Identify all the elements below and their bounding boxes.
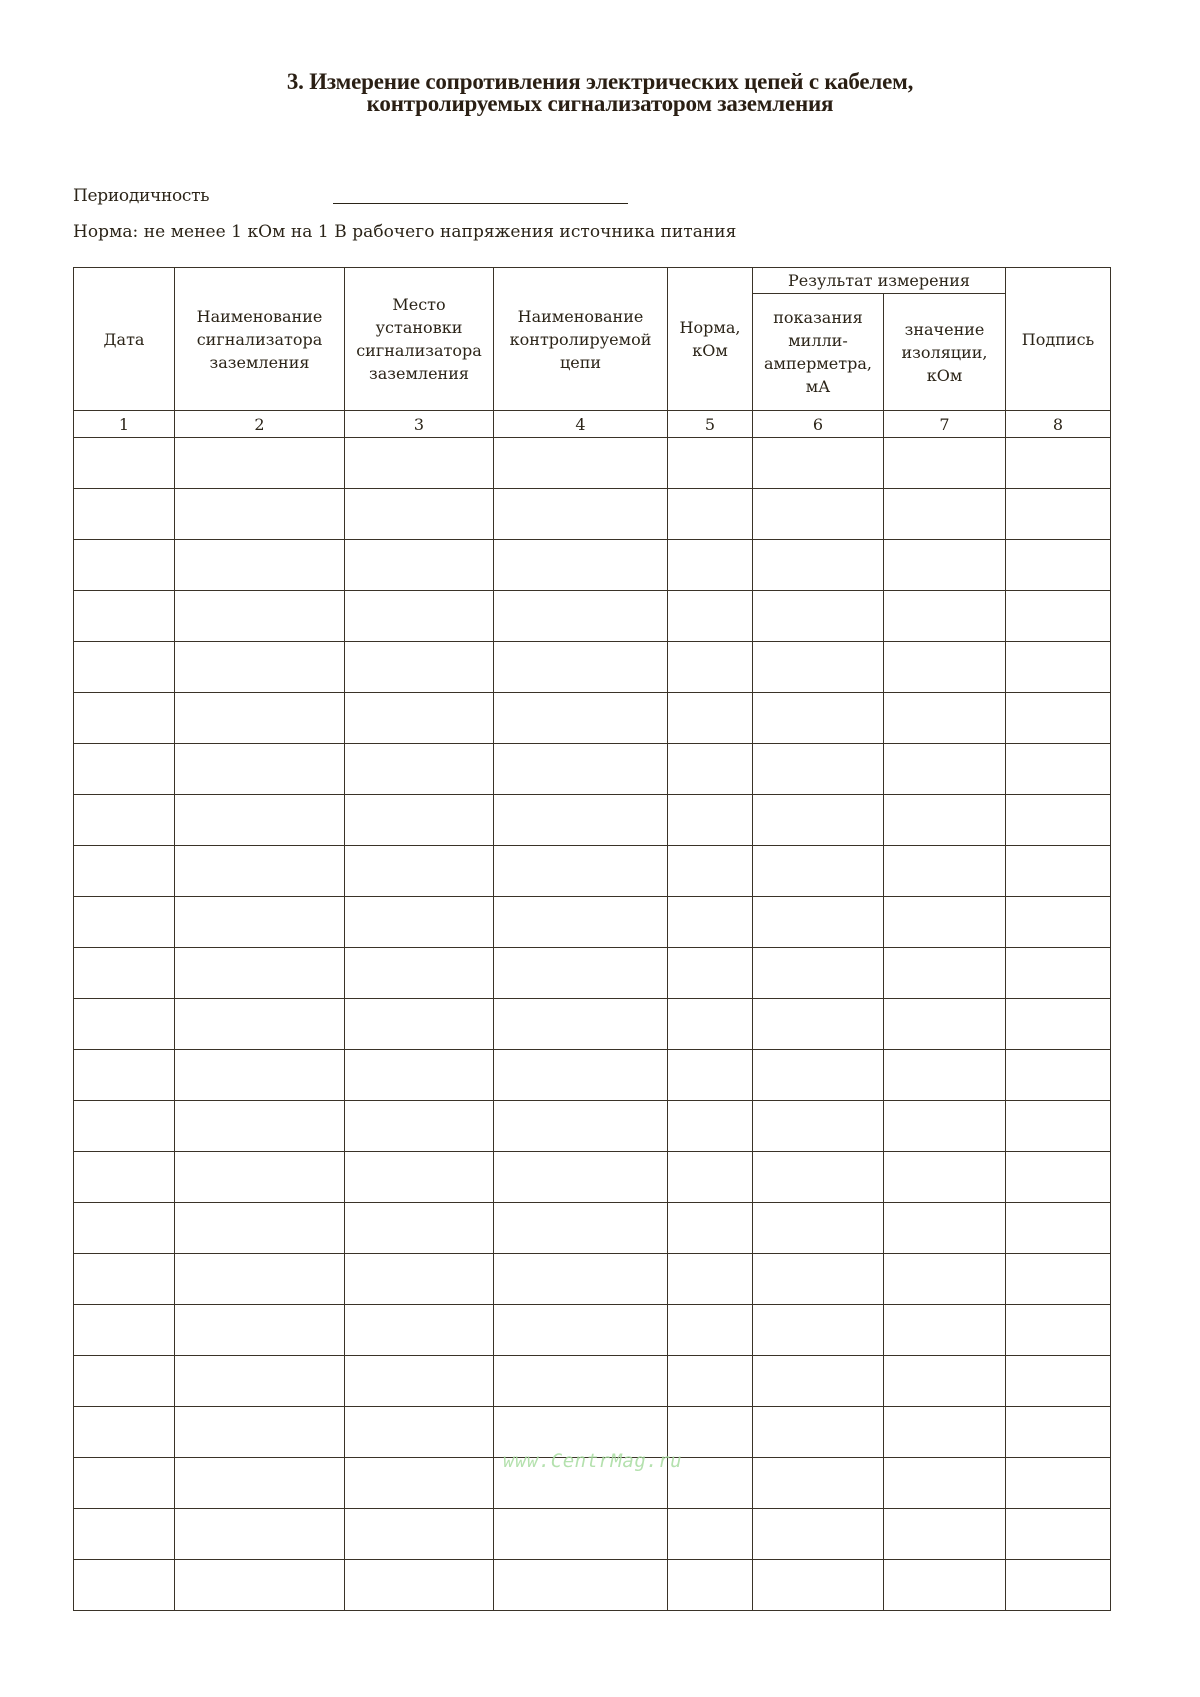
table-cell[interactable] (345, 999, 494, 1050)
table-cell[interactable] (74, 1305, 175, 1356)
table-cell[interactable] (1006, 1050, 1111, 1101)
header-line: цепи (559, 352, 602, 372)
header-line: Подпись (1021, 329, 1095, 349)
table-row (74, 1356, 1111, 1407)
header-norm (668, 268, 753, 411)
table-cell[interactable] (884, 642, 1006, 693)
column-number: 2 (175, 411, 345, 438)
table-cell[interactable] (494, 1407, 668, 1458)
table-cell[interactable] (175, 1560, 345, 1611)
table-cell[interactable] (753, 1050, 884, 1101)
header-insulation (884, 294, 1006, 411)
table-cell[interactable] (884, 1560, 1006, 1611)
table-cell[interactable] (175, 1254, 345, 1305)
table-cell[interactable] (753, 1305, 884, 1356)
column-number: 7 (884, 411, 1006, 438)
table-cell[interactable] (175, 897, 345, 948)
table-cell[interactable] (74, 438, 175, 489)
table-cell[interactable] (753, 1254, 884, 1305)
table-cell[interactable] (668, 438, 753, 489)
table-cell[interactable] (668, 642, 753, 693)
table-cell[interactable] (1006, 795, 1111, 846)
table-cell[interactable] (74, 1560, 175, 1611)
table-cell[interactable] (345, 642, 494, 693)
table-body (74, 438, 1111, 1611)
table-cell[interactable] (668, 1560, 753, 1611)
header-line: амперметра, (764, 354, 872, 373)
table-cell[interactable] (1006, 1458, 1111, 1509)
table-cell[interactable] (1006, 1407, 1111, 1458)
table-cell[interactable] (345, 846, 494, 897)
header-line: сигнализатора (356, 341, 482, 360)
table-cell[interactable] (494, 1305, 668, 1356)
table-cell[interactable] (884, 948, 1006, 999)
table-cell[interactable] (175, 1509, 345, 1560)
table-row (74, 897, 1111, 948)
table-cell[interactable] (175, 438, 345, 489)
table-row (74, 540, 1111, 591)
table-cell[interactable] (345, 438, 494, 489)
header-line: установки (375, 318, 463, 337)
table-cell[interactable] (494, 1152, 668, 1203)
table-cell[interactable] (668, 1152, 753, 1203)
header-line: заземления (369, 364, 469, 383)
table-cell[interactable] (494, 1203, 668, 1254)
table-cell[interactable] (345, 744, 494, 795)
table-row (74, 1101, 1111, 1152)
column-number: 8 (1006, 411, 1111, 438)
table-cell[interactable] (1006, 999, 1111, 1050)
table-cell[interactable] (175, 948, 345, 999)
table-cell[interactable] (668, 540, 753, 591)
table-row (74, 693, 1111, 744)
table-cell[interactable] (175, 693, 345, 744)
table-cell[interactable] (668, 948, 753, 999)
header-line: кОм (692, 341, 728, 360)
table-cell[interactable] (494, 540, 668, 591)
table-cell[interactable] (74, 1152, 175, 1203)
table-cell[interactable] (884, 1050, 1006, 1101)
table-cell[interactable] (345, 1560, 494, 1611)
table-cell[interactable] (74, 489, 175, 540)
table-cell[interactable] (884, 438, 1006, 489)
header-line: значение (904, 319, 985, 339)
table-cell[interactable] (668, 1356, 753, 1407)
table-cell[interactable] (494, 1560, 668, 1611)
table-cell[interactable] (1006, 1560, 1111, 1611)
header-result-group: Результат измерения (753, 268, 1006, 294)
table-cell[interactable] (345, 1458, 494, 1509)
table-cell[interactable] (494, 744, 668, 795)
table-cell[interactable] (753, 1152, 884, 1203)
table-row (74, 438, 1111, 489)
table-cell[interactable] (494, 438, 668, 489)
table-cell[interactable] (74, 948, 175, 999)
table-row (74, 1254, 1111, 1305)
header-line: милли- (788, 331, 848, 350)
header-line: Наименование (517, 306, 644, 326)
table-cell[interactable] (1006, 540, 1111, 591)
table-cell[interactable] (668, 1254, 753, 1305)
table-row (74, 948, 1111, 999)
table-cell[interactable] (74, 642, 175, 693)
table-row (74, 1305, 1111, 1356)
table-cell[interactable] (74, 1407, 175, 1458)
table-cell[interactable] (668, 1509, 753, 1560)
table-cell[interactable] (884, 1254, 1006, 1305)
table-cell[interactable] (494, 1254, 668, 1305)
header-line: показания (773, 308, 863, 327)
table-row (74, 846, 1111, 897)
table-cell[interactable] (74, 1509, 175, 1560)
table-cell[interactable] (884, 693, 1006, 744)
table-cell[interactable] (494, 642, 668, 693)
table-cell[interactable] (753, 1458, 884, 1509)
table-cell[interactable] (1006, 693, 1111, 744)
page-title (0, 71, 1200, 115)
table-cell[interactable] (494, 489, 668, 540)
table-cell[interactable] (494, 897, 668, 948)
table-row (74, 591, 1111, 642)
table-cell[interactable] (345, 1050, 494, 1101)
table-cell[interactable] (175, 1305, 345, 1356)
table-cell[interactable] (175, 846, 345, 897)
table-row (74, 489, 1111, 540)
column-number: 5 (668, 411, 753, 438)
table-cell[interactable] (884, 1509, 1006, 1560)
table-cell[interactable] (668, 846, 753, 897)
header-signature (1006, 268, 1111, 411)
table-cell[interactable] (1006, 948, 1111, 999)
title-line-1: 3. Измерение сопротивления электрических цепей с кабелем, (286, 69, 914, 94)
table-cell[interactable] (345, 1152, 494, 1203)
table-cell[interactable] (74, 591, 175, 642)
header-line: Место (392, 295, 446, 314)
table-cell[interactable] (884, 744, 1006, 795)
table-cell[interactable] (884, 846, 1006, 897)
table-cell[interactable] (175, 1458, 345, 1509)
table-cell[interactable] (1006, 1509, 1111, 1560)
norm-text: Норма: не менее 1 кОм на 1 В рабочего напряжения источника питания (73, 222, 737, 242)
table-cell[interactable] (1006, 744, 1111, 795)
column-numbers-row (74, 411, 1111, 438)
header-circuit-name (494, 268, 668, 411)
table-cell[interactable] (74, 693, 175, 744)
table-cell[interactable] (74, 540, 175, 591)
table-cell[interactable] (175, 591, 345, 642)
table-cell[interactable] (668, 591, 753, 642)
table-cell[interactable] (668, 1458, 753, 1509)
table-cell[interactable] (345, 540, 494, 591)
table-cell[interactable] (668, 1101, 753, 1152)
table-cell[interactable] (494, 1356, 668, 1407)
table-row (74, 1560, 1111, 1611)
table-cell[interactable] (1006, 642, 1111, 693)
table-cell[interactable] (753, 897, 884, 948)
column-number: 4 (494, 411, 668, 438)
table-cell[interactable] (175, 642, 345, 693)
measurement-table (73, 267, 1111, 1611)
table-cell[interactable] (345, 489, 494, 540)
table-cell[interactable] (884, 1152, 1006, 1203)
table-cell[interactable] (494, 999, 668, 1050)
table-row (74, 795, 1111, 846)
table-cell[interactable] (494, 591, 668, 642)
table-cell[interactable] (494, 948, 668, 999)
table-cell[interactable] (753, 693, 884, 744)
table-cell[interactable] (345, 693, 494, 744)
table-row (74, 1407, 1111, 1458)
table-cell[interactable] (175, 489, 345, 540)
header-milliammeter (753, 294, 884, 411)
table-cell[interactable] (753, 999, 884, 1050)
table-cell[interactable] (753, 489, 884, 540)
table-cell[interactable] (1006, 1305, 1111, 1356)
table-cell[interactable] (494, 795, 668, 846)
table-cell[interactable] (74, 795, 175, 846)
watermark: www.CentrMag.ru (503, 1450, 683, 1472)
table-cell[interactable] (74, 999, 175, 1050)
table-cell[interactable] (494, 1509, 668, 1560)
table-row (74, 1152, 1111, 1203)
table-cell[interactable] (753, 591, 884, 642)
table-cell[interactable] (74, 744, 175, 795)
table-cell[interactable] (345, 1356, 494, 1407)
table-cell[interactable] (884, 591, 1006, 642)
header-alarm-name (175, 268, 345, 411)
table-cell[interactable] (175, 540, 345, 591)
table-row (74, 744, 1111, 795)
table-cell[interactable] (668, 489, 753, 540)
table-row (74, 1203, 1111, 1254)
table-cell[interactable] (175, 744, 345, 795)
table-cell[interactable] (74, 846, 175, 897)
table-cell[interactable] (345, 1407, 494, 1458)
table-cell[interactable] (74, 1254, 175, 1305)
table-row (74, 1458, 1111, 1509)
table-row (74, 999, 1111, 1050)
header-line: кОм (926, 365, 963, 385)
table-cell[interactable] (1006, 489, 1111, 540)
table-cell[interactable] (668, 795, 753, 846)
table-cell[interactable] (494, 693, 668, 744)
table-cell[interactable] (1006, 897, 1111, 948)
table-row (74, 642, 1111, 693)
column-number: 6 (753, 411, 884, 438)
table-cell[interactable] (753, 642, 884, 693)
header-line: мА (805, 377, 831, 396)
header-alarm-place (345, 268, 494, 411)
table-cell[interactable] (345, 1254, 494, 1305)
table-cell[interactable] (668, 999, 753, 1050)
table-cell[interactable] (494, 1050, 668, 1101)
table-cell[interactable] (884, 1101, 1006, 1152)
table-cell[interactable] (753, 1356, 884, 1407)
table-cell[interactable] (175, 1050, 345, 1101)
header-line: заземления (209, 352, 310, 372)
table-cell[interactable] (175, 1152, 345, 1203)
table-cell[interactable] (753, 1101, 884, 1152)
table-cell[interactable] (668, 693, 753, 744)
table-cell[interactable] (1006, 1101, 1111, 1152)
table-cell[interactable] (884, 1305, 1006, 1356)
table-cell[interactable] (753, 948, 884, 999)
table-cell[interactable] (74, 1356, 175, 1407)
table-cell[interactable] (884, 489, 1006, 540)
table-cell[interactable] (753, 1509, 884, 1560)
table-cell[interactable] (668, 1203, 753, 1254)
table-cell[interactable] (884, 897, 1006, 948)
table-cell[interactable] (884, 1407, 1006, 1458)
table-row (74, 1050, 1111, 1101)
table-cell[interactable] (345, 897, 494, 948)
periodicity-field[interactable] (333, 203, 628, 204)
table-cell[interactable] (753, 744, 884, 795)
table-cell[interactable] (175, 999, 345, 1050)
table-cell[interactable] (668, 897, 753, 948)
table-cell[interactable] (345, 1305, 494, 1356)
column-number: 1 (74, 411, 175, 438)
table-cell[interactable] (668, 1050, 753, 1101)
table-cell[interactable] (1006, 1356, 1111, 1407)
table-cell[interactable] (668, 744, 753, 795)
column-number: 3 (345, 411, 494, 438)
header-line: Норма, (679, 318, 741, 337)
table-cell[interactable] (753, 1407, 884, 1458)
table-cell[interactable] (1006, 591, 1111, 642)
table-cell[interactable] (345, 1509, 494, 1560)
table-cell[interactable] (175, 1407, 345, 1458)
table-cell[interactable] (494, 1101, 668, 1152)
table-cell[interactable] (753, 795, 884, 846)
header-date (74, 268, 175, 411)
table-cell[interactable] (668, 1305, 753, 1356)
table-cell[interactable] (1006, 1203, 1111, 1254)
table-cell[interactable] (175, 1101, 345, 1152)
table-cell[interactable] (1006, 1254, 1111, 1305)
table-cell[interactable] (74, 897, 175, 948)
table-cell[interactable] (884, 795, 1006, 846)
table-cell[interactable] (345, 1203, 494, 1254)
table-cell[interactable] (494, 846, 668, 897)
table-cell[interactable] (74, 1101, 175, 1152)
periodicity-label: Периодичность (73, 186, 210, 206)
header-line: Дата (103, 329, 145, 349)
table-cell[interactable] (884, 1203, 1006, 1254)
table-cell[interactable] (494, 1458, 668, 1509)
table-cell[interactable] (345, 948, 494, 999)
table-cell[interactable] (175, 1203, 345, 1254)
title-line-2: контролируемых сигнализатором заземления (366, 91, 834, 116)
table-cell[interactable] (175, 795, 345, 846)
table-cell[interactable] (884, 1356, 1006, 1407)
table-cell[interactable] (884, 999, 1006, 1050)
header-line: контролируемой (509, 329, 652, 349)
table-cell[interactable] (74, 1458, 175, 1509)
table-cell[interactable] (753, 540, 884, 591)
table-cell[interactable] (74, 1050, 175, 1101)
table-cell[interactable] (1006, 438, 1111, 489)
table-cell[interactable] (345, 795, 494, 846)
table-cell[interactable] (1006, 846, 1111, 897)
table-cell[interactable] (1006, 1152, 1111, 1203)
table-cell[interactable] (753, 1203, 884, 1254)
header-line: изоляции, (901, 342, 988, 362)
header-line: сигнализатора (196, 329, 323, 349)
table-cell[interactable] (74, 1203, 175, 1254)
table-cell[interactable] (668, 1407, 753, 1458)
table-cell[interactable] (884, 540, 1006, 591)
table-cell[interactable] (753, 1560, 884, 1611)
table-cell[interactable] (345, 1101, 494, 1152)
table-cell[interactable] (753, 846, 884, 897)
table-cell[interactable] (345, 591, 494, 642)
table-cell[interactable] (884, 1458, 1006, 1509)
table-cell[interactable] (175, 1356, 345, 1407)
header-line: Наименование (196, 306, 323, 326)
table-row (74, 1509, 1111, 1560)
table-cell[interactable] (753, 438, 884, 489)
